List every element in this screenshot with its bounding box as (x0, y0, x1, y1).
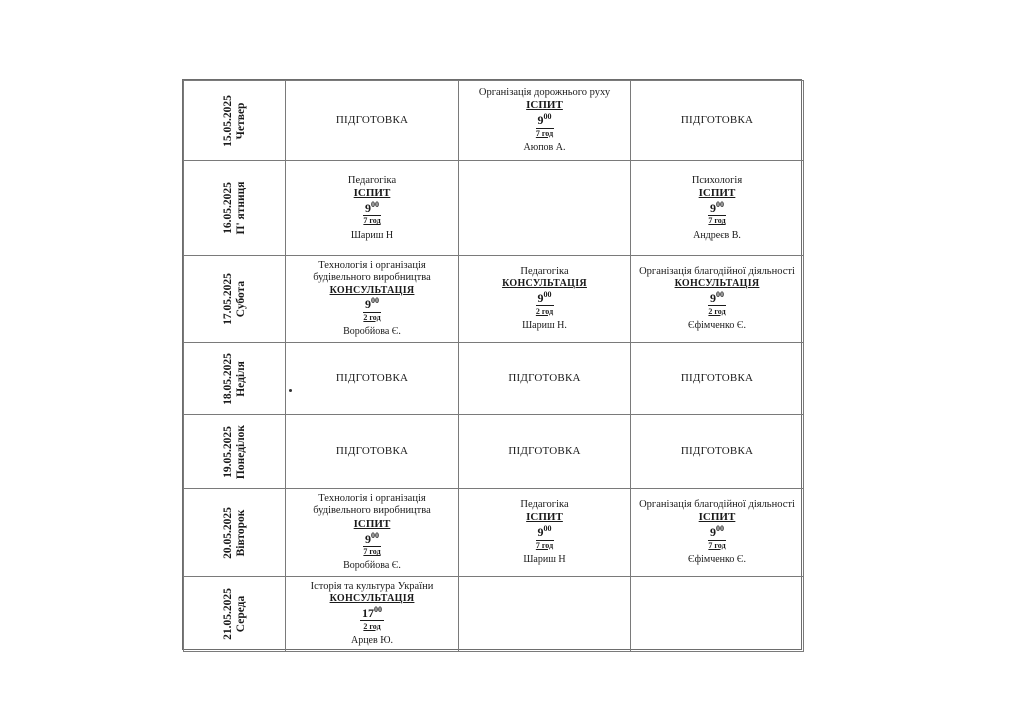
schedule-row (184, 81, 804, 161)
event-cell (459, 256, 631, 343)
event-cell (459, 81, 631, 161)
time-hour: 9 (365, 297, 371, 312)
time-minutes: 00 (543, 112, 552, 122)
schedule-row (184, 256, 804, 343)
preparation-label: ПІДГОТОВКА (680, 371, 754, 384)
preparation-cell (631, 343, 804, 415)
event-kind: ІСПИТ (698, 511, 736, 524)
event-time (536, 113, 554, 128)
date-text: 15.05.2025 (221, 94, 234, 147)
time-minutes: 00 (543, 524, 552, 534)
teacher-name: Воробйова Є. (343, 326, 401, 338)
subject-name: Педагогіка (347, 174, 397, 186)
subject-name: Організація благодійної діяльності (639, 266, 795, 278)
event-duration: 2 год (363, 621, 381, 631)
event-time (363, 532, 381, 547)
time-minutes: 00 (374, 605, 382, 615)
time-hour: 9 (710, 200, 716, 215)
date-label (221, 424, 247, 478)
teacher-name: Шариш Н (523, 554, 566, 566)
preparation-label: ПІДГОТОВКА (335, 113, 409, 126)
event-cell (286, 161, 459, 256)
event-duration: 2 год (708, 306, 726, 316)
time-minutes: 00 (716, 524, 724, 534)
event-duration: 2 год (535, 306, 554, 316)
time-minutes: 00 (716, 290, 724, 300)
event-kind: КОНСУЛЬТАЦІЯ (674, 278, 760, 290)
date-label (221, 507, 247, 559)
event-kind: ІСПИТ (698, 186, 736, 199)
preparation-cell (631, 415, 804, 489)
time-hour: 9 (537, 525, 544, 540)
event-duration: 7 год (363, 216, 381, 226)
subject-name: Технологія і організація будівельного виробництва (313, 259, 431, 284)
time-hour: 9 (365, 531, 371, 546)
time-minutes: 00 (371, 530, 379, 540)
time-minutes: 00 (543, 290, 552, 300)
event-duration: 7 год (535, 540, 554, 550)
event-kind: ІСПИТ (526, 511, 563, 524)
event-time (536, 525, 554, 540)
schedule-row (184, 343, 804, 415)
teacher-name: Арцев Ю. (350, 635, 393, 647)
weekday-text: Середа (234, 595, 247, 633)
time-hour: 9 (710, 291, 716, 306)
date-text: 19.05.2025 (221, 425, 234, 478)
preparation-cell (459, 343, 631, 415)
preparation-label: ПІДГОТОВКА (335, 371, 409, 384)
event-cell (286, 256, 459, 343)
weekday-text: П' ятниця (234, 181, 247, 235)
event-kind: ІСПИТ (526, 99, 563, 112)
schedule-row (184, 415, 804, 489)
time-minutes: 00 (371, 199, 379, 209)
preparation-label: ПІДГОТОВКА (508, 371, 581, 384)
preparation-label: ПІДГОТОВКА (335, 444, 409, 457)
preparation-label: ПІДГОТОВКА (508, 444, 581, 457)
event-duration: 7 год (708, 540, 726, 550)
date-cell (184, 343, 286, 415)
event-time (360, 606, 384, 621)
event-time (536, 291, 554, 306)
preparation-label: ПІДГОТОВКА (680, 444, 754, 457)
schedule-row (184, 577, 804, 652)
exam-schedule-table (183, 80, 804, 652)
subject-name: Організація благодійної діяльності (639, 499, 795, 511)
time-hour: 17 (362, 606, 374, 621)
date-cell (184, 577, 286, 652)
event-cell (286, 489, 459, 577)
preparation-cell (459, 415, 631, 489)
event-cell (631, 489, 804, 577)
event-time (363, 201, 381, 216)
weekday-text: Понеділок (234, 424, 247, 479)
teacher-name: Андреєв В. (693, 229, 741, 241)
schedule-row (184, 161, 804, 256)
teacher-name: Аюпов А. (523, 142, 566, 154)
preparation-cell (286, 415, 459, 489)
time-hour: 9 (537, 291, 544, 306)
subject-name: Психологія (691, 174, 743, 186)
teacher-name: Шариш Н (350, 229, 394, 241)
date-label (221, 182, 247, 235)
event-duration: 2 год (363, 312, 381, 322)
date-text: 18.05.2025 (221, 352, 234, 405)
date-label (221, 588, 247, 640)
event-kind: КОНСУЛЬТАЦІЯ (329, 593, 415, 605)
event-cell (286, 577, 459, 652)
date-text: 17.05.2025 (221, 273, 234, 325)
teacher-name: Воробйова Є. (343, 560, 401, 572)
subject-name: Педагогіка (520, 266, 569, 278)
weekday-text: Четвер (234, 102, 247, 139)
event-cell (631, 256, 804, 343)
event-cell (459, 489, 631, 577)
date-text: 21.05.2025 (221, 588, 234, 640)
schedule-row (184, 489, 804, 577)
empty-cell (631, 577, 804, 652)
weekday-text: Вівторок (234, 509, 247, 556)
time-hour: 9 (537, 113, 544, 128)
teacher-name: Єфімченко Є. (688, 320, 746, 332)
event-time (708, 201, 726, 216)
date-cell (184, 415, 286, 489)
event-duration: 7 год (708, 216, 726, 226)
date-label (221, 273, 247, 325)
event-time (363, 297, 381, 312)
event-kind: КОНСУЛЬТАЦІЯ (502, 278, 587, 290)
schedule-sheet (182, 79, 802, 650)
time-hour: 9 (365, 200, 371, 215)
time-minutes: 00 (371, 296, 379, 306)
date-text: 16.05.2025 (221, 182, 234, 234)
subject-name: Організація дорожнього руху (478, 87, 611, 99)
time-minutes: 00 (716, 199, 724, 209)
subject-name: Технологія і організація будівельного виробництва (313, 492, 431, 517)
event-duration: 7 год (363, 546, 381, 556)
date-cell (184, 81, 286, 161)
event-cell (631, 161, 804, 256)
event-kind: ІСПИТ (353, 186, 391, 199)
time-hour: 9 (710, 525, 716, 540)
date-label (221, 353, 247, 405)
teacher-name: Єфімченко Є. (688, 554, 746, 566)
event-kind: КОНСУЛЬТАЦІЯ (329, 284, 415, 296)
weekday-text: Субота (234, 280, 247, 318)
weekday-text: Неділя (234, 360, 247, 397)
date-cell (184, 256, 286, 343)
subject-name: Педагогіка (520, 499, 569, 511)
event-time (708, 291, 726, 306)
date-label (221, 95, 247, 147)
preparation-cell (286, 343, 459, 415)
event-duration: 7 год (535, 128, 554, 138)
teacher-name: Шариш Н. (522, 320, 567, 332)
date-cell (184, 161, 286, 256)
preparation-cell (631, 81, 804, 161)
event-time (708, 525, 726, 540)
event-kind: ІСПИТ (353, 517, 391, 530)
preparation-label: ПІДГОТОВКА (680, 113, 754, 126)
empty-cell (459, 161, 631, 256)
date-cell (184, 489, 286, 577)
subject-name: Історія та культура України (310, 581, 434, 593)
preparation-cell (286, 81, 459, 161)
scan-speck (289, 389, 292, 392)
date-text: 20.05.2025 (221, 506, 234, 559)
empty-cell (459, 577, 631, 652)
